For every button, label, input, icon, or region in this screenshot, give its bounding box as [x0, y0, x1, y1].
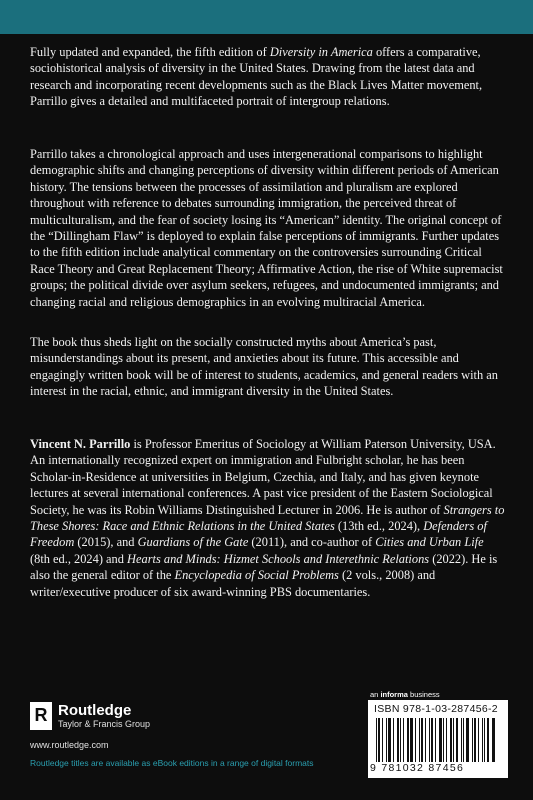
bio-book-2: Defenders of Freedom [30, 519, 487, 550]
barcode-stripe [461, 718, 462, 762]
author-name: Vincent N. Parrillo [30, 437, 131, 451]
bio-book-4: Cities and Urban Life [375, 535, 484, 550]
bio-text-7: (2 vols., 2008) and writer/executive producer of six award-winning PBS documentaries. [30, 568, 436, 599]
barcode-stripe [397, 718, 399, 762]
bio-text-1: is Professor Emeritus of Sociology at William Paterson University, USA. An internationally recognized expert on immigration and Fulbright scholar, he has been Scholar-in-Residence at universities in Belgium, Czechia, and Italy, and has given keynote lectures at several international conferences. A past vice president of the Eastern Sociological Society, he was its Robin Williams Distinguished Lecturer in 2006. He is author of [30, 437, 496, 517]
author-bio [30, 436, 506, 600]
isbn-text: ISBN 978-1-03-287456-2 [374, 703, 498, 715]
barcode-stripe [415, 718, 416, 762]
barcode-stripe [482, 718, 483, 762]
logo-letter: R [34, 705, 48, 725]
barcode-stripe [463, 718, 464, 762]
informa-brand: informa [380, 690, 408, 699]
barcode-stripe [410, 718, 413, 762]
barcode-stripe [450, 718, 452, 762]
barcode-stripe [466, 718, 469, 762]
publisher-name: Routledge [58, 702, 132, 719]
barcode-stripe [456, 718, 458, 762]
ebook-note: Routledge titles are available as eBook editions in a range of digital formats [30, 758, 314, 768]
bio-text-2: (13th ed., 2024), [334, 519, 424, 534]
blurb-p3-text: The book thus sheds light on the socially constructed myths about America’s past, misunderstandings about its present, and anxieties about its future. This accessible and engagingly written book will be of interest to students, academics, and general readers with an interest in the racial, ethnic, and immigrant diversity in the United States. [30, 335, 498, 399]
top-color-band [0, 0, 533, 34]
routledge-logo-icon [30, 702, 52, 730]
blurb-paragraph-1 [30, 44, 506, 110]
publisher-logo [30, 702, 150, 730]
bio-text-6: (2022). He is also the general editor of the [30, 551, 498, 583]
barcode-digits: 9 781032 87456 [370, 762, 465, 774]
informa-suffix: business [407, 690, 440, 699]
barcode-stripe [421, 718, 423, 762]
barcode-stripe [439, 718, 442, 762]
book-title: Diversity in America [269, 45, 373, 59]
bio-text-4: (2011), and co-author of [248, 535, 376, 550]
barcode-stripe [378, 718, 380, 762]
barcode-stripe [393, 718, 394, 762]
bio-book-1: Strangers to These Shores: Race and Ethnic Relations in the United States [30, 502, 505, 534]
barcode-stripe [403, 718, 404, 762]
barcode-stripe [472, 718, 473, 762]
bio-text-3: (2015), and [74, 535, 138, 550]
barcode-stripe [429, 718, 430, 762]
informa-tagline [370, 690, 440, 699]
barcode-stripe [474, 718, 476, 762]
barcode-bars [376, 718, 500, 762]
blurb-paragraph-3 [30, 334, 506, 400]
isbn-barcode [368, 700, 508, 778]
barcode-stripe [376, 718, 377, 762]
barcode-stripe [446, 718, 447, 762]
barcode-stripe [425, 718, 426, 762]
publisher-group: Taylor & Francis Group [58, 719, 151, 729]
barcode-stripe [388, 718, 391, 762]
barcode-stripe [386, 718, 387, 762]
barcode-stripe [435, 718, 436, 762]
barcode-stripe [407, 718, 409, 762]
barcode-stripe [487, 718, 489, 762]
bio-text-5: (8th ed., 2024) and [30, 551, 128, 566]
barcode-stripe [453, 718, 454, 762]
bio-book-6: Encyclopedia of Social Problems [174, 568, 339, 583]
publisher-url: www.routledge.com [30, 740, 109, 750]
barcode-stripe [419, 718, 420, 762]
blurb-p2-text: Parrillo takes a chronological approach and uses intergenerational comparisons to highlight demographic shifts and changing perceptions of diversity within different periods of American history. The tensions between the processes of assimilation and pluralism are explored throughout with reference to debates surrounding immigration, the perceived threat of multiculturalism, and the fear of society losing its “American” identity. The original concept of the “Dillingham Flaw” is deployed to explain false perceptions of immigrants. Further updates to the fifth edition include analytical commentary on the controversies surrounding Critical Race Theory and Great Replacement Theory; Affirmative Action, the rise of White supremacist groups; the political divide over asylum seekers, refugees, and undocumented immigrants; and changing racial and religious demographics in an evolving multiracial America. [30, 147, 503, 309]
blurb-paragraph-2 [30, 146, 506, 310]
bio-book-5: Hearts and Minds: Hizmet Schools and Interethnic Relations [127, 551, 430, 566]
informa-prefix: an [370, 690, 381, 699]
barcode-stripe [431, 718, 433, 762]
barcode-stripe [478, 718, 479, 762]
blurb-p1-end: offers a comparative, sociohistorical analysis of diversity in the United States. Drawing from the latest data and research and incorporating recent developments such as the Black Lives Matter movement, Parrillo gives a detailed and multifaceted portrait of intergroup relations. [30, 45, 483, 109]
barcode-stripe [492, 718, 495, 762]
barcode-stripe [484, 718, 485, 762]
barcode-stripe [382, 718, 383, 762]
barcode-stripe [400, 718, 401, 762]
bio-book-3: Guardians of the Gate [137, 535, 249, 550]
blurb-p1-start: Fully updated and expanded, the fifth edition of [30, 45, 270, 59]
barcode-stripe [443, 718, 444, 762]
